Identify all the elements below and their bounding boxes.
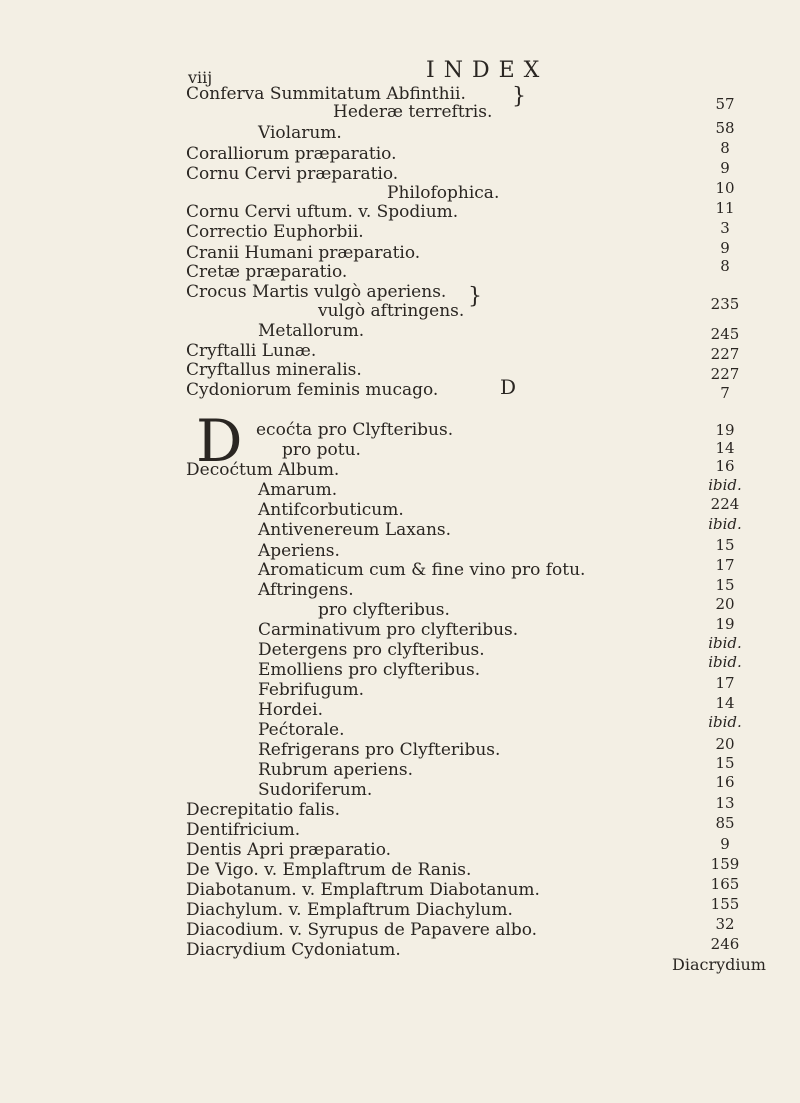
index-entry: ecoćta pro Clyfteribus. [256,420,454,440]
index-entry: Crocus Martis vulgò aperiens. [186,282,447,302]
page-ref: 15 [715,754,735,772]
page-ref: 155 [710,895,740,913]
index-entry: Diacrydium Cydoniatum. [186,940,401,960]
page-ref: 165 [710,875,740,893]
page-ref: 159 [710,855,740,873]
index-entry: Coralliorum præparatio. [186,144,397,164]
page-ref: 19 [715,421,735,439]
page-ref: 8 [720,257,730,275]
index-entry: Pećtorale. [258,720,345,740]
page-ref: 20 [715,735,735,753]
index-entry: Decrepitatio falis. [186,800,341,820]
section-letter: D [500,375,517,399]
index-entry: Febrifugum. [258,680,364,700]
index-entry: Cornu Cervi præparatio. [186,164,399,184]
index-entry: Metallorum. [258,321,365,341]
page-ref: ibid. [708,634,742,652]
index-entry: Aromaticum cum & fine vino pro fotu. [258,560,586,580]
index-entry: Hederæ terreftris. [333,102,493,122]
brace-mark: } [468,284,482,309]
index-entry: Decoćtum Album. [186,460,340,480]
page-number: viij [188,68,213,87]
index-entry: Refrigerans pro Clyfteribus. [258,740,501,760]
index-entry: Hordei. [258,700,323,720]
page-ref: 9 [720,835,730,853]
index-entry: Violarum. [258,123,342,143]
index-entry: Dentifricium. [186,820,301,840]
page-ref: 227 [710,345,740,363]
catchword: Diacrydium [672,955,766,974]
index-entry: Conferva Summitatum Abfinthii. [186,84,466,104]
page-ref: 15 [715,536,735,554]
page-ref: 13 [715,794,735,812]
page-ref: 10 [715,179,735,197]
index-entry: Diachylum. v. Emplaftrum Diachylum. [186,900,513,920]
page-ref: 3 [720,219,730,237]
index-entry: Carminativum pro clyfteribus. [258,620,519,640]
index-entry: Cryftallus mineralis. [186,360,362,380]
page-ref: ibid. [708,713,742,731]
page-ref: 58 [715,119,735,137]
index-entry: Correctio Euphorbii. [186,222,364,242]
index-entry: Cornu Cervi uftum. v. Spodium. [186,202,459,222]
page-ref: 20 [715,595,735,613]
page-ref: ibid. [708,476,742,494]
page-ref: 85 [715,814,735,832]
index-entry: Aperiens. [258,541,340,561]
page-ref: 19 [715,615,735,633]
page-ref: 14 [715,439,735,457]
page-ref: 16 [715,773,735,791]
index-entry: De Vigo. v. Emplaftrum de Ranis. [186,860,472,880]
page-ref: 8 [720,139,730,157]
index-entry: Amarum. [258,480,338,500]
page-ref: 245 [710,325,740,343]
page-ref: 17 [715,674,735,692]
index-entry: Sudoriferum. [258,780,373,800]
page-ref: 57 [715,95,735,113]
page-ref: 32 [715,915,735,933]
page-ref: 9 [720,159,730,177]
page-ref: ibid. [708,653,742,671]
page-ref: 227 [710,365,740,383]
index-entry: Cydoniorum feminis mucago. [186,380,439,400]
index-entry: Philofophica. [387,183,500,203]
index-entry: Detergens pro clyfteribus. [258,640,485,660]
index-entry: Antifcorbuticum. [258,500,404,520]
index-entry: Diabotanum. v. Emplaftrum Diabotanum. [186,880,540,900]
page-ref: 16 [715,457,735,475]
index-entry: Antivenereum Laxans. [258,520,452,540]
index-entry: vulgò aftringens. [318,301,465,321]
page-ref: 11 [715,199,735,217]
page-ref: 246 [710,935,740,953]
index-entry: Aftringens. [258,580,354,600]
index-entry: Cranii Humani præparatio. [186,243,421,263]
index-entry: Diacodium. v. Syrupus de Papavere albo. [186,920,538,940]
page-ref: 235 [710,295,740,313]
brace-mark: } [512,84,526,109]
page-ref: 17 [715,556,735,574]
page-ref: 15 [715,576,735,594]
page-ref: 14 [715,694,735,712]
index-entry: Emolliens pro clyfteribus. [258,660,481,680]
page-ref: 9 [720,239,730,257]
index-entry: pro potu. [282,440,361,460]
index-entry: Rubrum aperiens. [258,760,414,780]
page-ref: 224 [710,495,740,513]
page-ref: ibid. [708,515,742,533]
index-entry: Cretæ præparatio. [186,262,348,282]
drop-cap: D [196,407,243,475]
index-entry: pro clyfteribus. [318,600,450,620]
index-entry: Cryftalli Lunæ. [186,341,317,361]
page-ref: 7 [720,384,730,402]
index-entry: Dentis Apri præparatio. [186,840,392,860]
page-title: INDEX [426,58,549,83]
